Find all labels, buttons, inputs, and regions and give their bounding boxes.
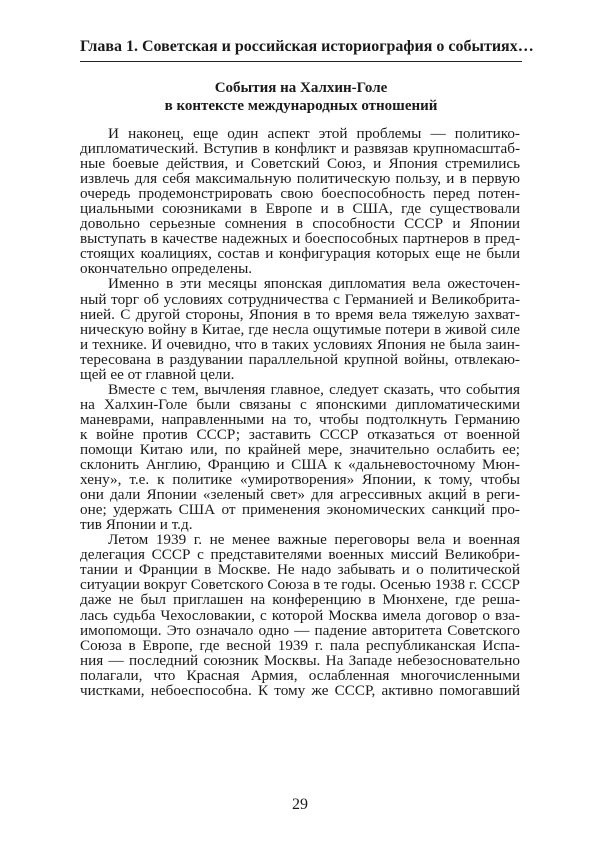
header-rule <box>80 61 522 62</box>
text-line: довольно серьезные сомнения в способности СССР и Японии <box>80 215 520 233</box>
text-line: ный торг об условиях сотрудничества с Германией и Великобрита- <box>80 290 520 308</box>
text-line: стоящих коалициях, состав и конфигурация которых еще не были <box>80 245 520 263</box>
paragraph <box>80 276 520 381</box>
body-text <box>80 126 520 698</box>
section-title-line: События на Халхин-Голе <box>214 80 388 96</box>
text-line: помощи Китаю или, по крайней мере, значительно ослабить ее; <box>80 440 520 458</box>
text-line: нией. С другой стороны, Япония в то время вела тяжелую захват- <box>80 305 520 323</box>
text-line: маневрами, направленными на то, чтобы подтолкнуть Германию <box>80 410 520 428</box>
text-line: делегация СССР с представителями военных миссий Великобри- <box>80 546 520 564</box>
text-line: Летом 1939 г. не менее важные переговоры вела и военная <box>108 531 520 549</box>
text-line: тересована в раздувании параллельной крупной войны, отвлекаю- <box>80 350 520 368</box>
text-line: тив Японии и т.д. <box>80 516 193 534</box>
text-line: ническую войну в Китае, где несла ощутимые потери в живой силе <box>80 320 520 338</box>
text-line: лась судьба Чехословакии, с которой Москва имела договор о вза- <box>80 606 520 624</box>
text-line: оне; удержать США от применения экономических санкций про- <box>80 501 520 519</box>
text-line: к войне против СССР; заставить СССР отказаться от военной <box>80 425 520 443</box>
text-line: ситуации вокруг Советского Союза в те годы. Осенью 1938 г. СССР <box>80 576 520 594</box>
text-line: очередь продемонстрировать свою боеспособность перед потен- <box>80 185 520 203</box>
text-line: Вместе с тем, вычленяя главное, следует сказать, что события <box>108 380 520 398</box>
paragraph <box>80 532 520 698</box>
page-number: 29 <box>292 796 308 813</box>
text-line: ные боевые действия, и Советский Союз, и Япония стремились <box>80 155 520 173</box>
text-line: дипломатический. Вступив в конфликт и развязав крупномасштаб- <box>80 140 520 158</box>
text-line: Именно в эти месяцы японская дипломатия вела ожесточен- <box>108 275 520 293</box>
text-line: тании и Франции в Москве. Не надо забывать и о политической <box>80 561 520 579</box>
paragraph <box>80 126 520 276</box>
section-title <box>80 79 522 115</box>
section-title-line: в контексте международных отношений <box>164 98 438 114</box>
running-head: Глава 1. Советская и российская историография о событиях… <box>80 38 534 55</box>
text-line: на Халхин-Голе были связаны с японскими дипломатическими <box>80 395 520 413</box>
text-line: выступать в качестве надежных и боеспособных партнеров в пред- <box>80 230 520 248</box>
text-line: щей ее от главной цели. <box>80 365 235 383</box>
text-line: Союза в Европе, где весной 1939 г. пала республиканская Испа- <box>80 636 520 654</box>
text-line: даже не был приглашен на конференцию в Мюнхене, где реша- <box>80 591 520 609</box>
text-line: чистками, небоеспособна. К тому же СССР, активно помогавший <box>80 681 520 699</box>
text-line: склонить Англию, Францию и США к «дальневосточному Мюн- <box>80 456 520 474</box>
text-line: окончательно определены. <box>80 260 253 278</box>
paragraph <box>80 382 520 532</box>
text-line: И наконец, еще один аспект этой проблемы — политико- <box>108 125 520 142</box>
text-line: извлечь для себя максимальную политическую пользу, и в первую <box>80 170 520 188</box>
text-line: ния — последний союзник Москвы. На Западе небезосновательно <box>80 651 520 669</box>
text-line: и технике. И очевидно, что в таких условиях Япония не была заин- <box>80 335 520 353</box>
text-line: они дали Японии «зеленый свет» для агрессивных акций в реги- <box>80 486 520 504</box>
text-line: имопомощи. Это означало одно — падение авторитета Советского <box>80 621 520 639</box>
text-line: циальными союзниками в Европе и в США, где существовали <box>80 200 520 218</box>
text-line: полагали, что Красная Армия, ослабленная многочисленными <box>80 666 520 684</box>
text-line: хену», т.е. к политике «умиротворения» Японии, к тому, чтобы <box>80 471 520 489</box>
